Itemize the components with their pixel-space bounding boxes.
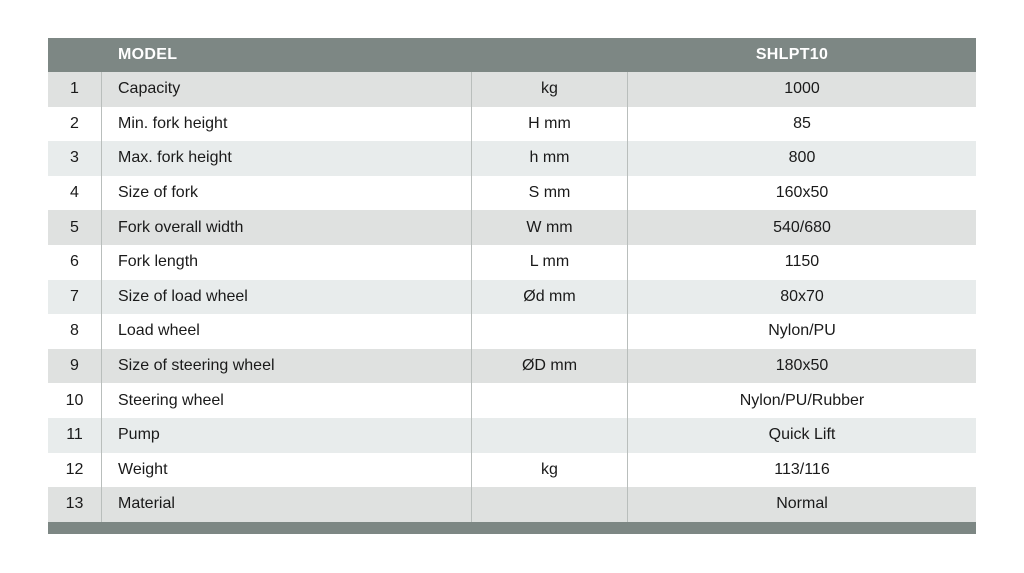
row-number: 11 bbox=[48, 418, 102, 453]
row-item: Pump bbox=[102, 418, 472, 453]
row-item: Material bbox=[102, 487, 472, 522]
row-value: Quick Lift bbox=[768, 426, 836, 444]
row-value: 1000 bbox=[784, 80, 820, 98]
row-item: Max. fork height bbox=[102, 141, 472, 176]
row-item: Size of fork bbox=[102, 176, 472, 211]
row-item: Fork overall width bbox=[102, 210, 472, 245]
row-unit: W mm bbox=[472, 210, 628, 245]
table-row bbox=[48, 210, 976, 245]
row-unit: kg bbox=[472, 72, 628, 107]
row-item: Weight bbox=[102, 453, 472, 488]
row-number: 2 bbox=[48, 107, 102, 142]
row-number: 1 bbox=[48, 72, 102, 107]
row-unit bbox=[472, 487, 628, 522]
row-number: 3 bbox=[48, 141, 102, 176]
row-item: Size of load wheel bbox=[102, 280, 472, 315]
row-number: 4 bbox=[48, 176, 102, 211]
table-row bbox=[48, 107, 976, 142]
row-value: 80x70 bbox=[780, 287, 824, 305]
table-row bbox=[48, 176, 976, 211]
row-value: 160x50 bbox=[775, 184, 829, 202]
row-unit: L mm bbox=[472, 245, 628, 280]
row-value: 113/116 bbox=[774, 460, 830, 478]
row-value: 540/680 bbox=[773, 218, 831, 236]
row-item: Capacity bbox=[102, 72, 472, 107]
row-unit: ØD mm bbox=[472, 349, 628, 384]
table-row bbox=[48, 280, 976, 315]
row-unit: h mm bbox=[472, 141, 628, 176]
table-row bbox=[48, 383, 976, 418]
table-row bbox=[48, 141, 976, 176]
row-value: 85 bbox=[793, 114, 811, 132]
row-item: Load wheel bbox=[102, 314, 472, 349]
row-number: 10 bbox=[48, 383, 102, 418]
table-footer-bar bbox=[48, 522, 976, 534]
table-row bbox=[48, 245, 976, 280]
row-unit bbox=[472, 418, 628, 453]
model-label: MODEL bbox=[118, 46, 178, 63]
row-number: 13 bbox=[48, 487, 102, 522]
row-item: Steering wheel bbox=[102, 383, 472, 418]
row-number: 7 bbox=[48, 280, 102, 315]
row-value: 180x50 bbox=[775, 357, 829, 375]
row-number: 12 bbox=[48, 453, 102, 488]
row-unit bbox=[472, 383, 628, 418]
row-value: Nylon/PU/Rubber bbox=[739, 391, 865, 409]
row-unit: S mm bbox=[472, 176, 628, 211]
row-value: Nylon/PU bbox=[768, 322, 836, 340]
row-item: Min. fork height bbox=[102, 107, 472, 142]
table-row bbox=[48, 487, 976, 522]
row-unit: Ød mm bbox=[472, 280, 628, 315]
row-number: 8 bbox=[48, 314, 102, 349]
row-value: 800 bbox=[788, 149, 816, 167]
row-number: 6 bbox=[48, 245, 102, 280]
table-row bbox=[48, 349, 976, 384]
row-number: 5 bbox=[48, 210, 102, 245]
row-value: Normal bbox=[776, 495, 828, 513]
table-row bbox=[48, 418, 976, 453]
spec-table bbox=[48, 38, 976, 534]
model-name: SHLPT10 bbox=[755, 46, 829, 63]
row-unit: H mm bbox=[472, 107, 628, 142]
row-unit: kg bbox=[472, 453, 628, 488]
row-value: 1150 bbox=[784, 253, 820, 271]
row-item: Size of steering wheel bbox=[102, 349, 472, 384]
row-unit bbox=[472, 314, 628, 349]
row-item: Fork length bbox=[102, 245, 472, 280]
table-row bbox=[48, 314, 976, 349]
row-number: 9 bbox=[48, 349, 102, 384]
table-header bbox=[48, 38, 976, 72]
table-row bbox=[48, 453, 976, 488]
table-row bbox=[48, 72, 976, 107]
